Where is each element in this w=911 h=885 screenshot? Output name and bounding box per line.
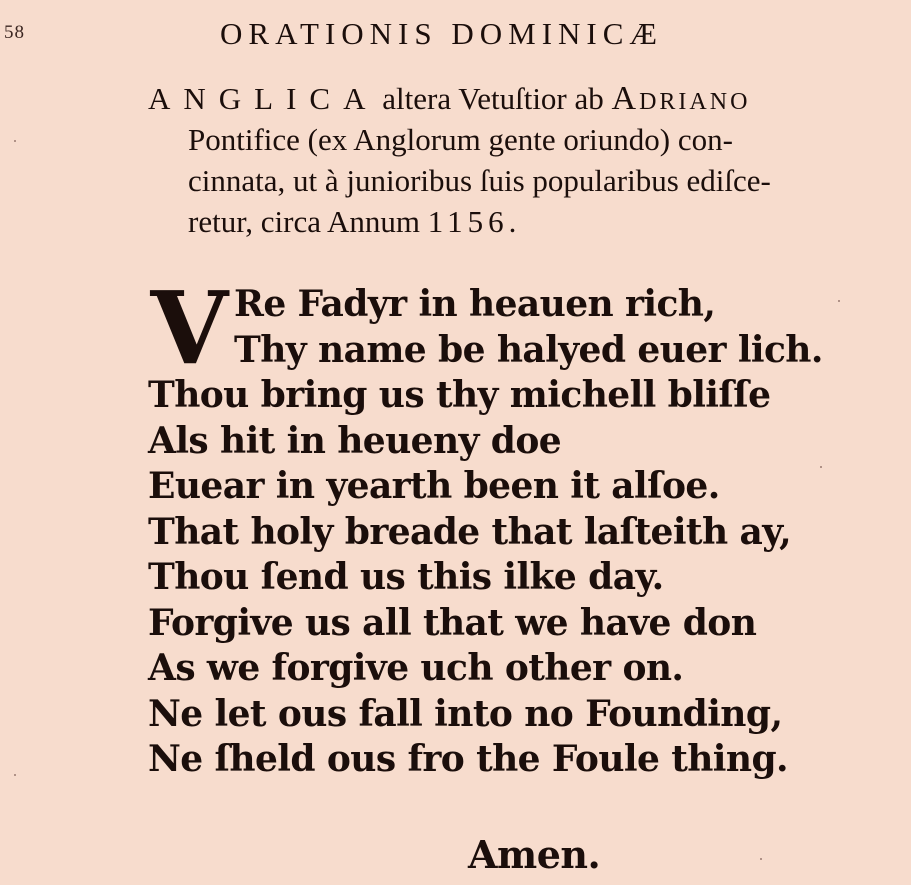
prayer-line: Thou ſend us this ilke day. [148, 556, 664, 598]
pope-name: Adriano [611, 80, 751, 117]
drop-cap: V [150, 269, 228, 387]
intro-line-4-text: retur, circa Annum [188, 204, 428, 239]
year: 1156. [427, 204, 522, 239]
print-speck [14, 140, 16, 142]
intro-line-3: cinnata, ut à junioribus ſuis popularibus ediſce- [188, 163, 771, 198]
page-number: 58 [4, 22, 25, 43]
print-speck [820, 466, 822, 468]
prayer-line: That holy breade that laſteith ay, [148, 510, 791, 553]
prayer-line: Thy name be halyed euer lich. [234, 328, 823, 371]
print-speck [838, 300, 840, 302]
running-title: ORATIONIS DOMINICÆ [220, 16, 663, 51]
prayer-line: Als hit in heueny doe [148, 419, 562, 462]
amen: Amen. [468, 832, 601, 877]
prayer-line: Ne let ous fall into no Founding, [148, 692, 783, 735]
intro-paragraph [148, 78, 908, 242]
prayer-line: Euear in yearth been it alſoe. [148, 465, 720, 507]
intro-line-1-text: altera Vetuſtior ab [374, 81, 612, 116]
print-speck [14, 774, 16, 776]
intro-line-2: Pontifice (ex Anglorum gente oriundo) con- [188, 122, 733, 157]
language-heading: ANGLICA [148, 81, 379, 116]
prayer-line: Ne ſheld ous fro the Foule thing. [148, 738, 788, 780]
intro-line-1 [148, 78, 908, 119]
prayer-line: Thou bring us thy michell bliſſe [148, 374, 771, 416]
intro-line-4 [148, 201, 908, 242]
prayer-line: As we forgive uch other on. [148, 647, 684, 689]
print-speck [760, 858, 762, 860]
prayer-line: Re Fadyr in heauen rich, [234, 283, 716, 325]
prayer-text [148, 269, 908, 783]
prayer-line: Forgive us all that we have don [148, 601, 757, 644]
